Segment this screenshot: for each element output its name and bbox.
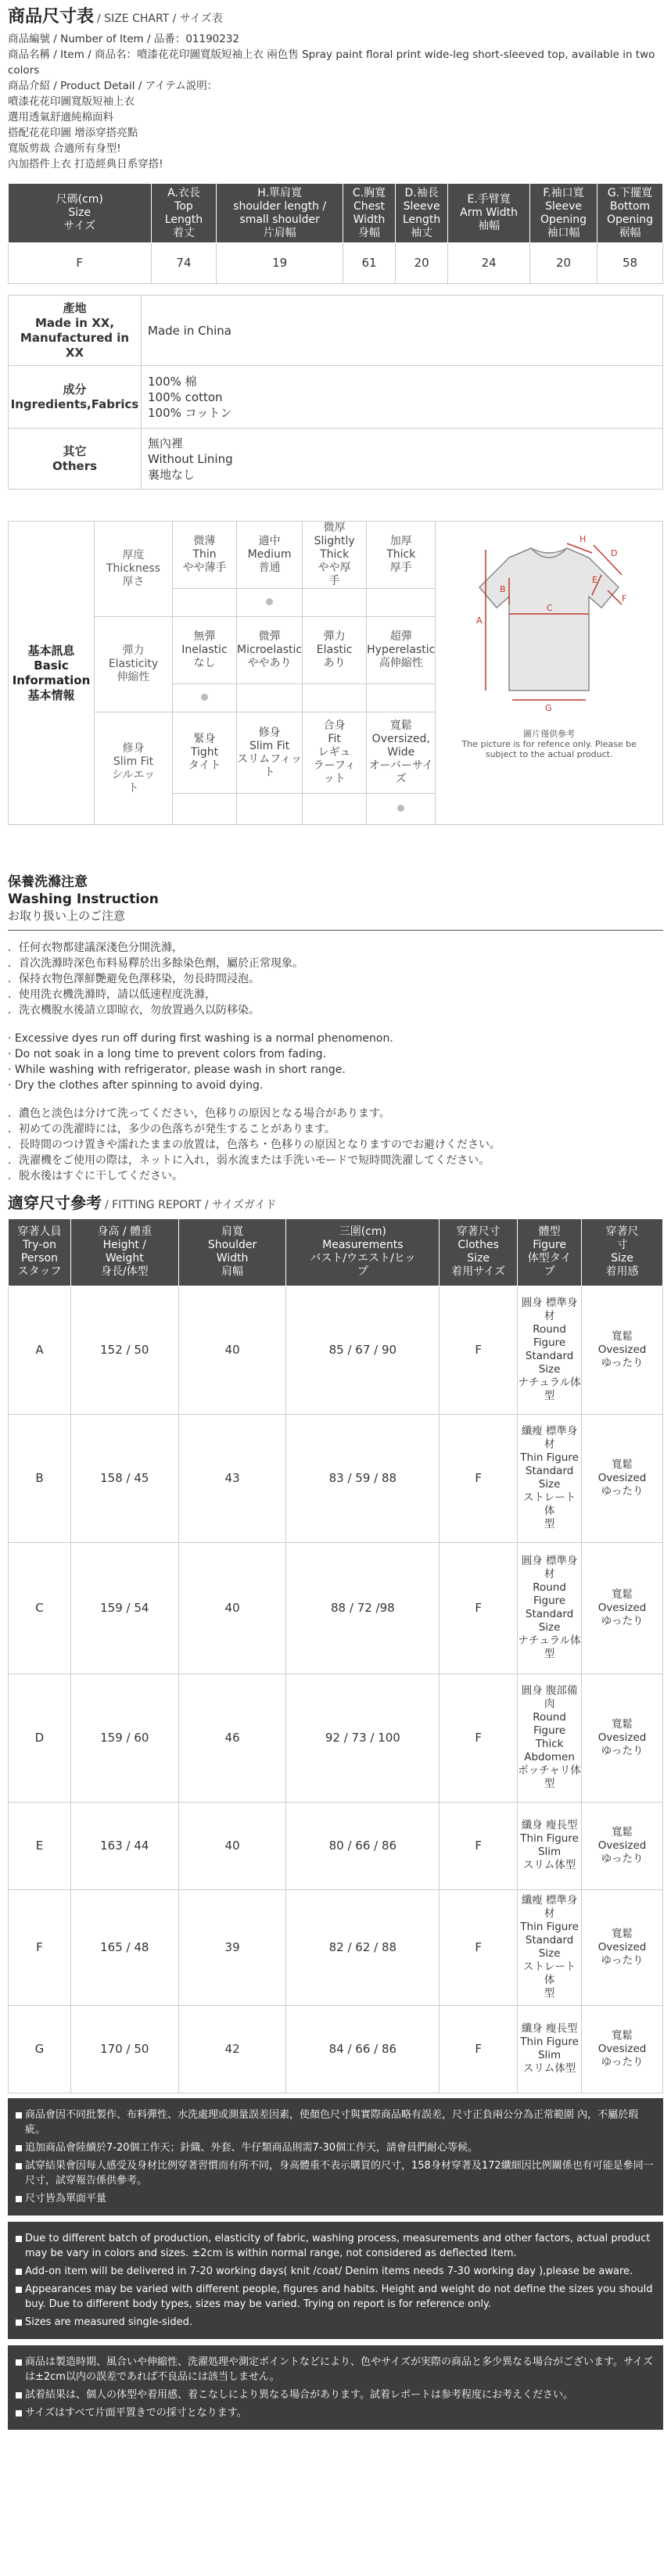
material-row-others bbox=[9, 429, 663, 490]
washing-ja-list bbox=[8, 1106, 663, 1184]
washing-en-list bbox=[8, 1031, 663, 1093]
note-item: 商品會因不同批製作、布料彈性、水洗處理或測量誤差因素，使顏色尺寸與實際商品略有誤差，尺寸正負兩公分為正常範圍 內，不屬於瑕疵。 bbox=[16, 2108, 655, 2137]
fitting-row bbox=[9, 1414, 663, 1542]
fit-cell-clothes-size: F bbox=[440, 1674, 518, 1802]
fit-cell-fit: 寬鬆 Ovesized ゆったり bbox=[582, 1674, 663, 1802]
fit-cell-shoulder: 40 bbox=[178, 1286, 286, 1414]
fit-cell-clothes-size: F bbox=[440, 1414, 518, 1542]
fit-cell-person: D bbox=[9, 1674, 71, 1802]
fit-cell-measurements: 83 / 59 / 88 bbox=[286, 1414, 440, 1542]
washing-line: ．洗衣機脫水後請立即晾衣，勿放置過久以防移染。 bbox=[8, 1004, 260, 1017]
thickness-option-thick: 加厚 Thick 厚手 bbox=[367, 522, 436, 589]
material-row-origin bbox=[9, 296, 663, 366]
note-item: 尺寸皆為單面平量 bbox=[16, 2191, 655, 2206]
fitting-row bbox=[9, 1674, 663, 1802]
fit-cell-clothes-size: F bbox=[440, 1889, 518, 2005]
basic-info-group-label: 基本訊息 Basic Information 基本情報 bbox=[9, 522, 95, 825]
size-header-shoulder: H.單肩寬 shoulder length / small shoulder 片肩幅 bbox=[217, 184, 343, 243]
fit-cell-measurements: 88 / 72 /98 bbox=[286, 1542, 440, 1674]
fabric-label: 成分 Ingredients,Fabrics bbox=[9, 366, 142, 429]
note-item: Due to different batch of production, elasticity of fabric, washing process, measurements and other factors, actual product may be vary in colors and sizes. ±2cm is within normal range, not considered as deflected item. bbox=[16, 2231, 655, 2261]
note-item: Sizes are measured single-sided. bbox=[16, 2315, 655, 2330]
fit-cell-height-weight: 165 / 48 bbox=[70, 1889, 178, 2005]
bullet-square-icon bbox=[16, 2287, 22, 2293]
materials-table bbox=[8, 295, 663, 490]
diagram-letter-b: B bbox=[500, 584, 506, 595]
selected-dot bbox=[266, 598, 273, 605]
product-info-line: 商品編號 / Number of Item / 品番：01190232 bbox=[8, 33, 240, 46]
notes-en-panel bbox=[8, 2222, 663, 2339]
product-info-line: 內加搭件上衣 打造經典日系穿搭! bbox=[8, 158, 163, 171]
fit-cell-clothes-size: F bbox=[440, 1286, 518, 1414]
fit-label: 修身 Slim Fit シルエッ ト bbox=[95, 712, 173, 825]
basic-info-table bbox=[8, 521, 663, 825]
size-cell: 19 bbox=[217, 243, 343, 284]
fit-cell-clothes-size: F bbox=[440, 1542, 518, 1674]
fit-cell-fit: 寬鬆 Ovesized ゆったり bbox=[582, 1542, 663, 1674]
fit-cell-shoulder: 40 bbox=[178, 1802, 286, 1889]
washing-line: ．初めての洗濯時には，多少の色落ちが発生することがあります。 bbox=[8, 1123, 336, 1136]
fit-cell-measurements: 82 / 62 / 88 bbox=[286, 1889, 440, 2005]
fit-cell-figure: 圓身 標準身 材 Round Figure Standard Size ナチュラル体 型 bbox=[518, 1286, 582, 1414]
washing-line: ．脱水後はすぐに干してください。 bbox=[8, 1170, 183, 1183]
washing-line: · While washing with refrigerator, please wash in short range. bbox=[8, 1064, 346, 1077]
fit-header-measurements: 三圍(cm) Measurements バスト/ウエスト/ヒッ プ bbox=[286, 1218, 440, 1286]
fit-header-clothes-size: 穿著尺寸 Clothes Size 着用サイズ bbox=[440, 1218, 518, 1286]
bullet-square-icon bbox=[16, 2163, 22, 2169]
others-value: 無內裡 Without Lining 裏地なし bbox=[142, 429, 663, 490]
fit-cell-figure: 纖瘦 標準身 材 Thin Figure Standard Size ストレート体 型 bbox=[518, 1889, 582, 2005]
fit-cell-height-weight: 163 / 44 bbox=[70, 1802, 178, 1889]
fitting-row bbox=[9, 1889, 663, 2005]
fitting-title: 適穿尺寸參考 bbox=[8, 1193, 102, 1213]
size-cell: 20 bbox=[530, 243, 597, 284]
note-item: 追加商品會陸續於7-20個工作天；針織、外套、牛仔類商品則需7-30個工作天，請會員們耐心等候。 bbox=[16, 2140, 655, 2155]
washing-zh-list bbox=[8, 940, 663, 1018]
product-info-line: 搭配花花印圖 增添穿搭亮點 bbox=[8, 127, 138, 140]
product-info-line: 寬版剪裁 合適所有身型! bbox=[8, 142, 121, 156]
washing-title-ja: お取り扱い上のご注意 bbox=[8, 909, 126, 924]
fit-cell-clothes-size: F bbox=[440, 2005, 518, 2093]
fit-cell-figure: 纖身 瘦長型 Thin Figure Slim スリム体型 bbox=[518, 2005, 582, 2093]
fit-cell-person: F bbox=[9, 1889, 71, 2005]
bullet-square-icon bbox=[16, 2112, 22, 2119]
note-item: 試穿結果會因每人感受及身材比例穿著習慣而有所不同，身高體重不表示購買的尺寸，158身材穿著及172纖細因比例關係也有可能是參同一尺寸，試穿報告係供參考。 bbox=[16, 2158, 655, 2188]
elasticity-option-elastic: 彈力 Elastic あり bbox=[303, 617, 367, 684]
selected-dot bbox=[201, 694, 208, 701]
fit-option-slim: 修身 Slim Fit スリムフィッ ト bbox=[237, 712, 303, 794]
bullet-square-icon bbox=[16, 2410, 22, 2416]
divider bbox=[8, 930, 663, 931]
fit-header-figure: 體型 Figure 体型タイ プ bbox=[518, 1218, 582, 1286]
diagram-letter-a: A bbox=[476, 615, 483, 626]
size-table-row bbox=[9, 243, 663, 284]
fit-cell-measurements: 84 / 66 / 86 bbox=[286, 2005, 440, 2093]
size-chart-title: 商品尺寸表 bbox=[8, 7, 95, 27]
size-table-header-row bbox=[9, 184, 663, 243]
fit-cell-person: B bbox=[9, 1414, 71, 1542]
bullet-square-icon bbox=[16, 2196, 22, 2202]
fit-cell-figure: 纖身 瘦長型 Thin Figure Slim スリム体型 bbox=[518, 1802, 582, 1889]
size-header-size: 尺碼(cm) Size サイズ bbox=[9, 184, 152, 243]
size-header-bottom-opening: G.下擺寬 Bottom Opening 裾幅 bbox=[597, 184, 663, 243]
product-info-line: 選用透氣舒適純棉面料 bbox=[8, 111, 113, 124]
bullet-square-icon bbox=[16, 2319, 22, 2326]
bullet-square-icon bbox=[16, 2145, 22, 2151]
selected-dot bbox=[397, 805, 404, 812]
fit-cell-figure: 圓身 標準身 材 Round Figure Standard Size ナチュラル体 型 bbox=[518, 1542, 582, 1674]
fitting-heading bbox=[8, 1193, 663, 1214]
diagram-letter-c: C bbox=[547, 603, 553, 614]
size-table bbox=[8, 183, 663, 284]
fit-cell-person: G bbox=[9, 2005, 71, 2093]
note-item: Appearances may be varied with different people, figures and habits. Height and weight do not define the sizes you should buy. Due to different body types, sizes may be varied. Trying on report is for reference only. bbox=[16, 2282, 655, 2312]
bullet-square-icon bbox=[16, 2359, 22, 2366]
washing-line: ．使用洗衣機洗滌時，請以低速程度洗滌， bbox=[8, 988, 216, 1002]
diagram-letter-e: E bbox=[592, 575, 598, 586]
size-chart-subtitle: / SIZE CHART / サイズ表 bbox=[97, 13, 223, 25]
product-info-line: 噴漆花花印圖寬版短袖上衣 bbox=[8, 95, 135, 109]
note-item: 試着結果は、個人の体型や着用感、着こなしにより異なる場合があります。試着レポートは参考程度にお考えください。 bbox=[16, 2388, 655, 2402]
bullet-square-icon bbox=[16, 2236, 22, 2242]
product-info bbox=[8, 31, 663, 172]
thickness-option-slightly-thick: 微厚 Slightly Thick やや厚 手 bbox=[303, 522, 367, 589]
thickness-row bbox=[9, 522, 663, 589]
fit-cell-fit: 寬鬆 Ovesized ゆったり bbox=[582, 1414, 663, 1542]
fitting-table bbox=[8, 1218, 663, 2093]
fit-cell-fit: 寬鬆 Ovesized ゆったり bbox=[582, 1802, 663, 1889]
washing-title-zh: 保養洗滌注意 bbox=[8, 874, 88, 891]
fitting-table-body bbox=[9, 1286, 663, 2093]
material-row-fabric bbox=[9, 366, 663, 429]
fitting-row bbox=[9, 1286, 663, 1414]
note-item: サイズはすべて片面平置きでの採寸となります。 bbox=[16, 2406, 655, 2420]
washing-line: ．濃色と淡色は分けて洗ってください，色移りの原因となる場合があります。 bbox=[8, 1107, 390, 1121]
size-header-chest: C.胸寬 Chest Width 身幅 bbox=[343, 184, 395, 243]
garment-diagram-cell bbox=[436, 522, 663, 825]
fit-option-regular: 合身 Fit レギュ ラーフィ ット bbox=[303, 712, 367, 794]
washing-line: · Excessive dyes run off during first washing is a normal phenomenon. bbox=[8, 1032, 393, 1046]
fit-cell-shoulder: 46 bbox=[178, 1674, 286, 1802]
fit-cell-person: E bbox=[9, 1802, 71, 1889]
thickness-label: 厚度 Thickness 厚さ bbox=[95, 522, 173, 617]
tshirt-measurement-diagram bbox=[462, 526, 636, 722]
fitting-subtitle: / FITTING REPORT / サイズガイド bbox=[105, 1199, 277, 1212]
fit-cell-person: C bbox=[9, 1542, 71, 1674]
fit-cell-measurements: 92 / 73 / 100 bbox=[286, 1674, 440, 1802]
fit-cell-height-weight: 152 / 50 bbox=[70, 1286, 178, 1414]
fit-cell-fit: 寬鬆 Ovesized ゆったり bbox=[582, 1889, 663, 2005]
elasticity-option-microelastic: 微彈 Microelastic ややあり bbox=[237, 617, 303, 684]
fit-cell-fit: 寬鬆 Ovesized ゆったり bbox=[582, 1286, 663, 1414]
diagram-letter-g: G bbox=[545, 703, 552, 714]
fit-cell-figure: 纖瘦 標準身 材 Thin Figure Standard Size ストレート体 型 bbox=[518, 1414, 582, 1542]
notes-zh-panel bbox=[8, 2098, 663, 2215]
thickness-option-medium: 適中 Medium 普通 bbox=[237, 522, 303, 589]
size-chart-heading bbox=[8, 6, 663, 28]
fit-cell-shoulder: 43 bbox=[178, 1414, 286, 1542]
size-cell: F bbox=[9, 243, 152, 284]
elasticity-option-hyperelastic: 超彈 Hyperelastic 高伸縮性 bbox=[367, 617, 436, 684]
fit-cell-shoulder: 42 bbox=[178, 2005, 286, 2093]
elasticity-option-inelastic: 無彈 Inelastic なし bbox=[173, 617, 237, 684]
others-label: 其它 Others bbox=[9, 429, 142, 490]
fitting-row bbox=[9, 1542, 663, 1674]
size-header-arm-width: E.手臂寬 Arm Width 袖幅 bbox=[448, 184, 530, 243]
size-cell: 58 bbox=[597, 243, 663, 284]
size-header-sleeve-opening: F.袖口寬 Sleeve Opening 袖口幅 bbox=[530, 184, 597, 243]
washing-line: ．長時間のつけ置きや濡れたままの放置は，色落ち・色移りの原因となりますのでお避けください。 bbox=[8, 1139, 501, 1152]
fit-cell-fit: 寬鬆 Ovesized ゆったり bbox=[582, 2005, 663, 2093]
fit-cell-height-weight: 170 / 50 bbox=[70, 2005, 178, 2093]
origin-value: Made in China bbox=[142, 296, 663, 366]
washing-section bbox=[8, 874, 663, 1184]
elasticity-label: 彈力 Elasticity 伸縮性 bbox=[95, 617, 173, 712]
fit-cell-person: A bbox=[9, 1286, 71, 1414]
fit-header-height-weight: 身高 / 體重 Height / Weight 身長/体型 bbox=[70, 1218, 178, 1286]
fitting-row bbox=[9, 2005, 663, 2093]
fit-cell-height-weight: 158 / 45 bbox=[70, 1414, 178, 1542]
fit-cell-measurements: 85 / 67 / 90 bbox=[286, 1286, 440, 1414]
diagram-letter-f: F bbox=[622, 594, 627, 605]
fit-header-person: 穿著人員 Try-on Person スタッフ bbox=[9, 1218, 71, 1286]
fit-cell-height-weight: 159 / 54 bbox=[70, 1542, 178, 1674]
fit-header-shoulder: 肩寬 Shoulder Width 肩幅 bbox=[178, 1218, 286, 1286]
size-cell: 20 bbox=[396, 243, 448, 284]
size-header-top-length: A.衣長 Top Length 着丈 bbox=[151, 184, 217, 243]
fit-cell-shoulder: 39 bbox=[178, 1889, 286, 2005]
washing-line: · Do not soak in a long time to prevent colors from fading. bbox=[8, 1048, 326, 1061]
note-item: Add-on item will be delivered in 7-20 working days( knit /coat/ Denim items needs 7-30 working day ),please be aware. bbox=[16, 2264, 655, 2279]
fit-option-tight: 緊身 Tight タイト bbox=[173, 712, 237, 794]
washing-line: ．洗濯機をご使用の際は，ネットに入れ，弱水流または手洗いモードで短時間洗濯してください。 bbox=[8, 1154, 490, 1168]
washing-line: ．任何衣物都建議深淺色分開洗滌， bbox=[8, 942, 183, 955]
size-cell: 24 bbox=[448, 243, 530, 284]
fit-header-fit: 穿著尺 寸 Size 着用感 bbox=[582, 1218, 663, 1286]
size-cell: 61 bbox=[343, 243, 395, 284]
fit-option-oversized: 寬鬆 Oversized, Wide オーバーサイ ズ bbox=[367, 712, 436, 794]
fabric-value: 100% 棉 100% cotton 100% コットン bbox=[142, 366, 663, 429]
washing-line: ．首次洗滌時深色布料易釋於出多餘染色劑，屬於正常現象。 bbox=[8, 957, 303, 970]
washing-line: · Dry the clothes after spinning to avoid dying. bbox=[8, 1079, 264, 1092]
origin-label: 產地 Made in XX, Manufactured in XX bbox=[9, 296, 142, 366]
product-info-line: 商品介紹 / Product Detail / アイテム説明： bbox=[8, 80, 218, 93]
thickness-option-thin: 微薄 Thin やや薄手 bbox=[173, 522, 237, 589]
fit-cell-measurements: 80 / 66 / 86 bbox=[286, 1802, 440, 1889]
diagram-note: 圖片僅供參考 The picture is for refence only. Please be subject to the actual product. bbox=[461, 729, 637, 760]
diagram-letter-d: D bbox=[611, 548, 618, 559]
fit-cell-figure: 圓身 腹部備 肉 Round Figure Thick Abdomen ポッチャリ体 型 bbox=[518, 1674, 582, 1802]
bullet-square-icon bbox=[16, 2269, 22, 2275]
size-header-sleeve-length: D.袖長 Sleeve Length 袖丈 bbox=[396, 184, 448, 243]
fit-cell-shoulder: 40 bbox=[178, 1542, 286, 1674]
bullet-square-icon bbox=[16, 2392, 22, 2398]
notes-ja-panel bbox=[8, 2345, 663, 2430]
size-cell: 74 bbox=[151, 243, 217, 284]
fitting-row bbox=[9, 1802, 663, 1889]
note-item: 商品は製造時期、風合いや伸縮性、洗濯処理や測定ポイントなどにより、色やサイズが実際の商品と多少異なる場合がございます。サイズは±2cm以内の誤差であれば不良品には該当しません。 bbox=[16, 2355, 655, 2384]
fit-cell-height-weight: 159 / 60 bbox=[70, 1674, 178, 1802]
fit-cell-clothes-size: F bbox=[440, 1802, 518, 1889]
product-info-line: 商品名稱 / Item / 商品名：噴漆花花印圖寬版短袖上衣 兩色售 Spray paint floral print wide-leg short-sleeved top, available in two colors bbox=[8, 48, 655, 77]
washing-title-en: Washing Instruction bbox=[8, 892, 159, 908]
fitting-header-row bbox=[9, 1218, 663, 1286]
diagram-letter-h: H bbox=[580, 534, 587, 545]
washing-line: ．保持衣物色澤鮮艷避免色澤移染，勿長時間浸泡。 bbox=[8, 973, 260, 986]
